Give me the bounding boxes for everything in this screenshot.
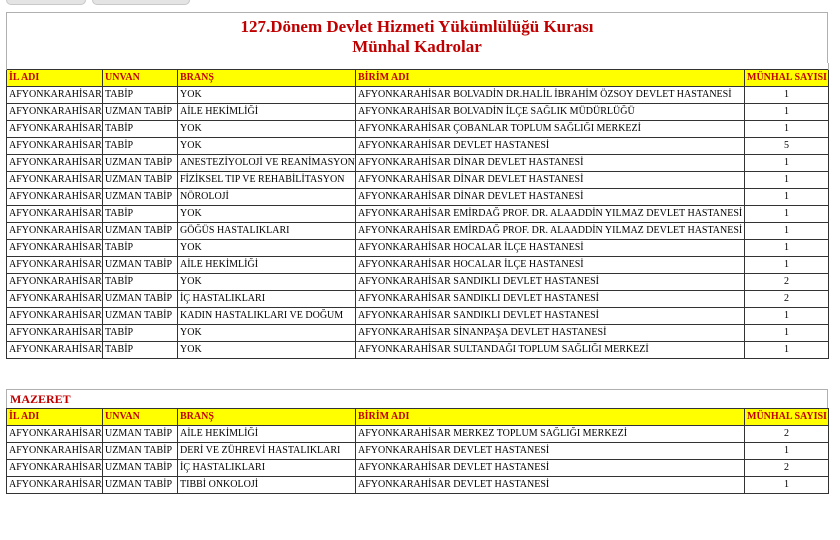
unvan-cell[interactable]: TABİP (103, 121, 178, 138)
munhal-sayisi-cell[interactable]: 1 (745, 325, 829, 342)
brans-cell[interactable]: DERİ VE ZÜHREVİ HASTALIKLARI (178, 443, 356, 460)
table-row (7, 206, 829, 223)
brans-cell[interactable]: KADIN HASTALIKLARI VE DOĞUM (178, 308, 356, 325)
brans-cell[interactable]: AİLE HEKİMLİĞİ (178, 426, 356, 443)
munhal-sayisi-cell[interactable]: 5 (745, 138, 829, 155)
unvan-cell[interactable]: UZMAN TABİP (103, 104, 178, 121)
brans-cell[interactable]: AİLE HEKİMLİĞİ (178, 104, 356, 121)
unvan-cell[interactable]: UZMAN TABİP (103, 291, 178, 308)
il-adi-cell[interactable]: AFYONKARAHİSAR (7, 291, 103, 308)
header-brans: BRANŞ (178, 70, 356, 87)
birim-adi-cell[interactable]: AFYONKARAHİSAR BOLVADİN DR.HALİL İBRAHİM ÖZSOY DEVLET HASTANESİ (356, 87, 745, 104)
munhal-sayisi-cell[interactable]: 1 (745, 87, 829, 104)
document-title: 127.Dönem Devlet Hizmeti Yükümlülüğü Kurası (240, 17, 594, 36)
il-adi-cell[interactable]: AFYONKARAHİSAR (7, 172, 103, 189)
table-row (7, 308, 829, 325)
munhal-sayisi-cell[interactable]: 2 (745, 291, 829, 308)
munhal-sayisi-cell[interactable]: 2 (745, 460, 829, 477)
munhal-sayisi-cell[interactable]: 1 (745, 477, 829, 494)
unvan-cell[interactable]: TABİP (103, 274, 178, 291)
birim-adi-cell[interactable]: AFYONKARAHİSAR DEVLET HASTANESİ (356, 138, 745, 155)
unvan-cell[interactable]: TABİP (103, 138, 178, 155)
munhal-sayisi-cell[interactable]: 2 (745, 426, 829, 443)
il-adi-cell[interactable]: AFYONKARAHİSAR (7, 325, 103, 342)
munhal-sayisi-cell[interactable]: 1 (745, 155, 829, 172)
birim-adi-cell[interactable]: AFYONKARAHİSAR DİNAR DEVLET HASTANESİ (356, 155, 745, 172)
header-birim-adi: BİRİM ADI (356, 70, 745, 87)
table-row (7, 138, 829, 155)
vacancy-table (6, 63, 829, 359)
unvan-cell[interactable]: TABİP (103, 325, 178, 342)
munhal-sayisi-cell[interactable]: 1 (745, 206, 829, 223)
il-adi-cell[interactable]: AFYONKARAHİSAR (7, 206, 103, 223)
munhal-sayisi-cell[interactable]: 1 (745, 240, 829, 257)
birim-adi-cell[interactable]: AFYONKARAHİSAR SULTANDAĞI TOPLUM SAĞLIĞI MERKEZİ (356, 342, 745, 359)
unvan-cell[interactable]: UZMAN TABİP (103, 460, 178, 477)
munhal-sayisi-cell[interactable]: 1 (745, 189, 829, 206)
birim-adi-cell[interactable]: AFYONKARAHİSAR DEVLET HASTANESİ (356, 460, 745, 477)
unvan-cell[interactable]: TABİP (103, 240, 178, 257)
header-il-adi: İL ADI (7, 70, 103, 87)
il-adi-cell[interactable]: AFYONKARAHİSAR (7, 138, 103, 155)
header-il-adi: İL ADI (7, 409, 103, 426)
table-row (7, 155, 829, 172)
birim-adi-cell[interactable]: AFYONKARAHİSAR SİNANPAŞA DEVLET HASTANESİ (356, 325, 745, 342)
brans-cell[interactable]: YOK (178, 240, 356, 257)
mazeret-section-label (6, 389, 828, 408)
table-row (7, 257, 829, 274)
spreadsheet (6, 12, 828, 494)
table-row (7, 121, 829, 138)
il-adi-cell[interactable]: AFYONKARAHİSAR (7, 274, 103, 291)
unvan-cell[interactable]: UZMAN TABİP (103, 155, 178, 172)
unvan-cell[interactable]: UZMAN TABİP (103, 426, 178, 443)
brans-cell[interactable]: ANESTEZİYOLOJİ VE REANİMASYON (178, 155, 356, 172)
il-adi-cell[interactable]: AFYONKARAHİSAR (7, 342, 103, 359)
brans-cell[interactable]: TIBBİ ONKOLOJİ (178, 477, 356, 494)
il-adi-cell[interactable]: AFYONKARAHİSAR (7, 189, 103, 206)
table-row (7, 477, 829, 494)
birim-adi-cell[interactable]: AFYONKARAHİSAR HOCALAR İLÇE HASTANESİ (356, 257, 745, 274)
brans-cell[interactable]: YOK (178, 138, 356, 155)
brans-cell[interactable]: YOK (178, 87, 356, 104)
table-row (7, 87, 829, 104)
unvan-cell[interactable]: UZMAN TABİP (103, 443, 178, 460)
munhal-sayisi-cell[interactable]: 1 (745, 104, 829, 121)
munhal-sayisi-cell[interactable]: 1 (745, 308, 829, 325)
il-adi-cell[interactable]: AFYONKARAHİSAR (7, 104, 103, 121)
header-unvan: UNVAN (103, 409, 178, 426)
window-tab-strip (0, 0, 840, 6)
tab-handle[interactable] (6, 0, 86, 5)
table-row (7, 172, 829, 189)
document-subtitle: Münhal Kadrolar (352, 37, 482, 56)
brans-cell[interactable]: GÖĞÜS HASTALIKLARI (178, 223, 356, 240)
il-adi-cell[interactable]: AFYONKARAHİSAR (7, 443, 103, 460)
il-adi-cell[interactable]: AFYONKARAHİSAR (7, 257, 103, 274)
birim-adi-cell[interactable]: AFYONKARAHİSAR MERKEZ TOPLUM SAĞLIĞI MERKEZİ (356, 426, 745, 443)
birim-adi-cell[interactable]: AFYONKARAHİSAR SANDIKLI DEVLET HASTANESİ (356, 308, 745, 325)
header-birim-adi: BİRİM ADI (356, 409, 745, 426)
munhal-sayisi-cell[interactable]: 1 (745, 223, 829, 240)
munhal-sayisi-cell[interactable]: 2 (745, 274, 829, 291)
table-row (7, 426, 829, 443)
birim-adi-cell[interactable]: AFYONKARAHİSAR DİNAR DEVLET HASTANESİ (356, 189, 745, 206)
brans-cell[interactable]: İÇ HASTALIKLARI (178, 460, 356, 477)
birim-adi-cell[interactable]: AFYONKARAHİSAR DEVLET HASTANESİ (356, 477, 745, 494)
munhal-sayisi-cell[interactable]: 1 (745, 443, 829, 460)
unvan-cell[interactable]: UZMAN TABİP (103, 308, 178, 325)
il-adi-cell[interactable]: AFYONKARAHİSAR (7, 477, 103, 494)
brans-cell[interactable]: YOK (178, 342, 356, 359)
table-header-row (7, 409, 829, 426)
birim-adi-cell[interactable]: AFYONKARAHİSAR EMİRDAĞ PROF. DR. ALAADDİN YILMAZ DEVLET HASTANESİ (356, 206, 745, 223)
header-munhal-sayisi: MÜNHAL SAYISI (745, 409, 829, 426)
munhal-sayisi-cell[interactable]: 1 (745, 342, 829, 359)
unvan-cell[interactable]: TABİP (103, 342, 178, 359)
mazeret-title: MAZERET (10, 392, 71, 406)
header-unvan: UNVAN (103, 70, 178, 87)
unvan-cell[interactable]: TABİP (103, 87, 178, 104)
unvan-cell[interactable]: TABİP (103, 206, 178, 223)
header-brans: BRANŞ (178, 409, 356, 426)
il-adi-cell[interactable]: AFYONKARAHİSAR (7, 460, 103, 477)
table-row (7, 274, 829, 291)
il-adi-cell[interactable]: AFYONKARAHİSAR (7, 223, 103, 240)
munhal-sayisi-cell[interactable]: 1 (745, 172, 829, 189)
table-row (7, 325, 829, 342)
unvan-cell[interactable]: UZMAN TABİP (103, 172, 178, 189)
table-row (7, 460, 829, 477)
birim-adi-cell[interactable]: AFYONKARAHİSAR ÇOBANLAR TOPLUM SAĞLIĞI MERKEZİ (356, 121, 745, 138)
unvan-cell[interactable]: UZMAN TABİP (103, 223, 178, 240)
brans-cell[interactable]: YOK (178, 121, 356, 138)
mazeret-table (6, 408, 829, 494)
table-row (7, 104, 829, 121)
brans-cell[interactable]: AİLE HEKİMLİĞİ (178, 257, 356, 274)
brans-cell[interactable]: YOK (178, 274, 356, 291)
table-row (7, 189, 829, 206)
il-adi-cell[interactable]: AFYONKARAHİSAR (7, 426, 103, 443)
birim-adi-cell[interactable]: AFYONKARAHİSAR SANDIKLI DEVLET HASTANESİ (356, 274, 745, 291)
tab-handle[interactable] (92, 0, 190, 5)
birim-adi-cell[interactable]: AFYONKARAHİSAR SANDIKLI DEVLET HASTANESİ (356, 291, 745, 308)
munhal-sayisi-cell[interactable]: 1 (745, 121, 829, 138)
brans-cell[interactable]: YOK (178, 325, 356, 342)
header-munhal-sayisi: MÜNHAL SAYISI (745, 70, 829, 87)
il-adi-cell[interactable]: AFYONKARAHİSAR (7, 155, 103, 172)
birim-adi-cell[interactable]: AFYONKARAHİSAR HOCALAR İLÇE HASTANESİ (356, 240, 745, 257)
il-adi-cell[interactable]: AFYONKARAHİSAR (7, 121, 103, 138)
unvan-cell[interactable]: UZMAN TABİP (103, 477, 178, 494)
table-row (7, 291, 829, 308)
birim-adi-cell[interactable]: AFYONKARAHİSAR DİNAR DEVLET HASTANESİ (356, 172, 745, 189)
brans-cell[interactable]: FİZİKSEL TIP VE REHABİLİTASYON (178, 172, 356, 189)
munhal-sayisi-cell[interactable]: 1 (745, 257, 829, 274)
brans-cell[interactable]: YOK (178, 206, 356, 223)
title-block (6, 12, 828, 63)
unvan-cell[interactable]: UZMAN TABİP (103, 257, 178, 274)
table-row (7, 240, 829, 257)
brans-cell[interactable]: NÖROLOJİ (178, 189, 356, 206)
brans-cell[interactable]: İÇ HASTALIKLARI (178, 291, 356, 308)
birim-adi-cell[interactable]: AFYONKARAHİSAR DEVLET HASTANESİ (356, 443, 745, 460)
table-header-row (7, 70, 829, 87)
il-adi-cell[interactable]: AFYONKARAHİSAR (7, 308, 103, 325)
table-row (7, 223, 829, 240)
il-adi-cell[interactable]: AFYONKARAHİSAR (7, 87, 103, 104)
birim-adi-cell[interactable]: AFYONKARAHİSAR BOLVADİN İLÇE SAĞLIK MÜDÜRLÜĞÜ (356, 104, 745, 121)
table-row (7, 443, 829, 460)
section-gap (6, 359, 828, 389)
unvan-cell[interactable]: UZMAN TABİP (103, 189, 178, 206)
table-row (7, 342, 829, 359)
il-adi-cell[interactable]: AFYONKARAHİSAR (7, 240, 103, 257)
birim-adi-cell[interactable]: AFYONKARAHİSAR EMİRDAĞ PROF. DR. ALAADDİN YILMAZ DEVLET HASTANESİ (356, 223, 745, 240)
